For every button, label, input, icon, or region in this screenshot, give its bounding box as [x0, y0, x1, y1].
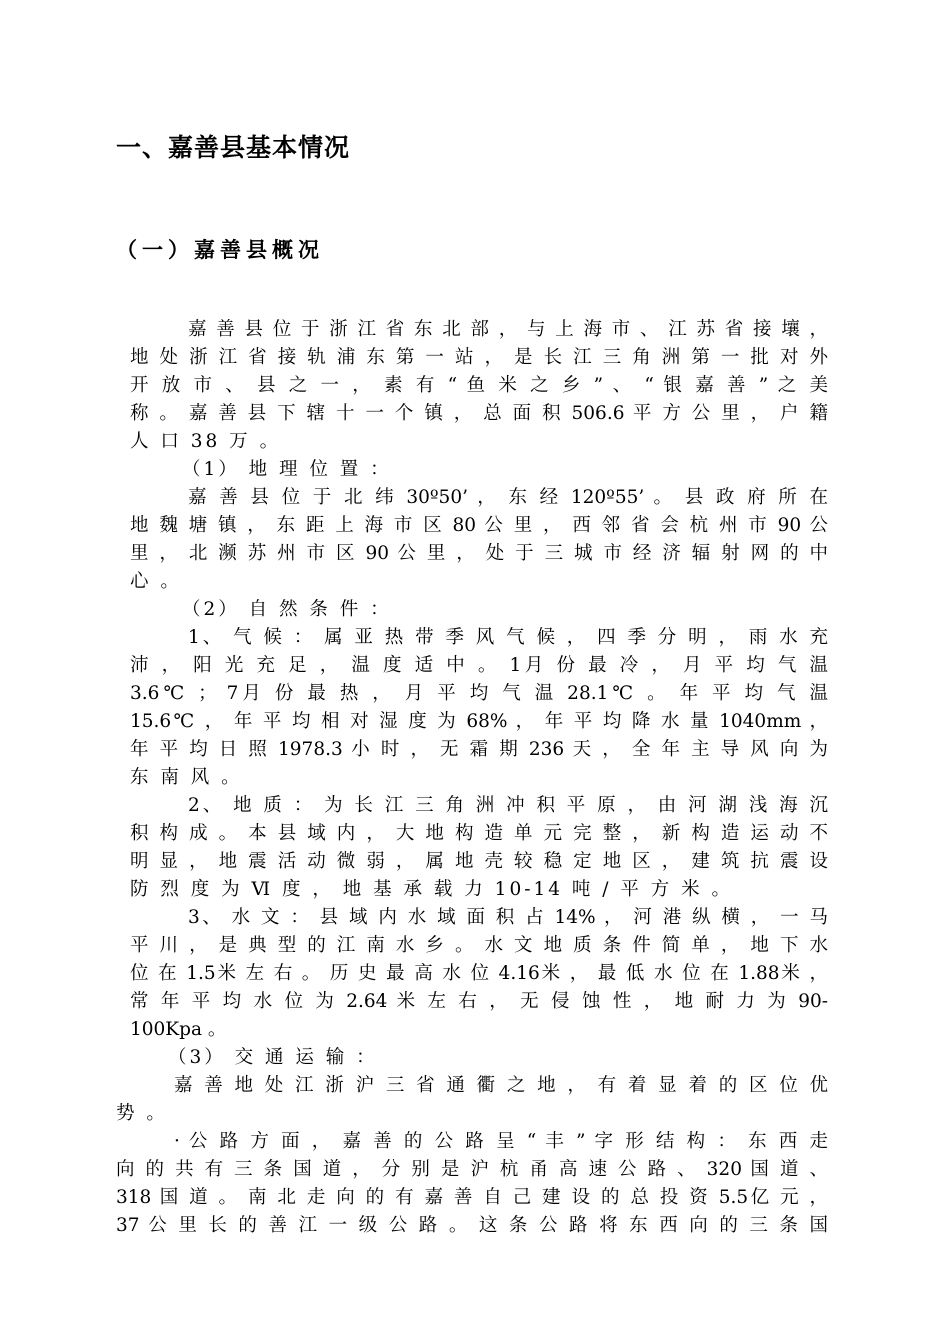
paragraph-line: 东 南 风 。 [130, 767, 243, 788]
paragraph-line: 嘉 善 县 位 于 浙 江 省 东 北 部 ， 与 上 海 市 、 江 苏 省 接 壤 ， [188, 319, 828, 340]
paragraph-line: · 公 路 方 面 ， 嘉 善 的 公 路 呈 “ 丰 ” 字 形 结 构 ： 东 西 走 [174, 1131, 828, 1152]
section-heading: 一、嘉善县基本情况 [116, 133, 351, 162]
paragraph-line: 318 国 道 。 南 北 走 向 的 有 嘉 善 自 己 建 设 的 总 投 资 5.5亿 元 ， [116, 1187, 828, 1208]
paragraph-line: 明 显 ， 地 震 活 动 微 弱 ， 属 地 壳 较 稳 定 地 区 ， 建 筑 抗 震 设 [130, 851, 828, 872]
item-heading: （1） 地 理 位 置 ： [182, 459, 392, 480]
paragraph-line: 地 处 浙 江 省 接 轨 浦 东 第 一 站 ， 是 长 江 三 角 洲 第 一 批 对 外 [130, 347, 828, 368]
paragraph-line: 常 年 平 均 水 位 为 2.64 米 左 右 ， 无 侵 蚀 性 ， 地 耐 力 为 90- [130, 991, 828, 1012]
paragraph-line: 平 川 ， 是 典 型 的 江 南 水 乡 。 水 文 地 质 条 件 简 单 ， 地 下 水 [130, 935, 828, 956]
item-heading: （2） 自 然 条 件 ： [182, 599, 392, 620]
paragraph-line: 37 公 里 长 的 善 江 一 级 公 路 。 这 条 公 路 将 东 西 向 的 三 条 国 [116, 1215, 828, 1236]
paragraph-line: 称 。 嘉 善 县 下 辖 十 一 个 镇 ， 总 面 积 506.6 平 方 公 里 ， 户 籍 [130, 403, 828, 424]
paragraph-line: 开 放 市 、 县 之 一 ， 素 有 “ 鱼 米 之 乡 ” 、 “ 银 嘉 善 ” 之 美 [130, 375, 828, 396]
paragraph-line: 3.6℃ ； 7月 份 最 热 ， 月 平 均 气 温 28.1℃ 。 年 平 均 气 温 [130, 683, 828, 704]
paragraph-line: 3、 水 文 ： 县 域 内 水 域 面 积 占 14% ， 河 港 纵 横 ， 一 马 [188, 907, 828, 928]
paragraph-line: 积 构 成 。 本 县 域 内 ， 大 地 构 造 单 元 完 整 ， 新 构 造 运 动 不 [130, 823, 828, 844]
paragraph-line: 位 在 1.5米 左 右 。 历 史 最 高 水 位 4.16米 ， 最 低 水 位 在 1.88米 ， [130, 963, 828, 984]
paragraph-line: 势 。 [116, 1103, 168, 1124]
paragraph-line: 心 。 [130, 571, 182, 592]
paragraph-line: 15.6℃ ， 年 平 均 相 对 湿 度 为 68% ， 年 平 均 降 水 量 1040mm ， [130, 711, 828, 732]
paragraph-line: 嘉 善 地 处 江 浙 沪 三 省 通 衢 之 地 ， 有 着 显 着 的 区 位 优 [174, 1075, 828, 1096]
paragraph-line: 里 ， 北 濒 苏 州 市 区 90 公 里 ， 处 于 三 城 市 经 济 辐 射 网 的 中 [130, 543, 829, 564]
paragraph-line: 防 烈 度 为 Ⅵ 度 ， 地 基 承 载 力 10-14 吨 / 平 方 米 。 [130, 879, 734, 900]
paragraph-line: 1、 气 候 ： 属 亚 热 带 季 风 气 候 ， 四 季 分 明 ， 雨 水 充 [188, 627, 828, 648]
paragraph-line: 人 口 38 万 。 [130, 431, 282, 452]
paragraph-line: 年 平 均 日 照 1978.3 小 时 ， 无 霜 期 236 天 ， 全 年 主 导 风 向 为 [130, 739, 828, 760]
subsection-heading: （一）嘉善县概况 [116, 238, 324, 262]
paragraph-line: 100Kpa 。 [130, 1019, 227, 1040]
item-heading: （3） 交 通 运 输 ： [168, 1047, 378, 1068]
paragraph-line: 向 的 共 有 三 条 国 道 ， 分 别 是 沪 杭 甬 高 速 公 路 、 320 国 道 、 [116, 1159, 828, 1180]
paragraph-line: 地 魏 塘 镇 ， 东 距 上 海 市 区 80 公 里 ， 西 邻 省 会 杭 州 市 90 公 [130, 515, 828, 536]
paragraph-line: 嘉 善 县 位 于 北 纬 30º50’ ， 东 经 120º55’ 。 县 政 府 所 在 [188, 487, 828, 508]
paragraph-line: 沛 ， 阳 光 充 足 ， 温 度 适 中 。 1月 份 最 冷 ， 月 平 均 气 温 [130, 655, 828, 676]
paragraph-line: 2、 地 质 ： 为 长 江 三 角 洲 冲 积 平 原 ， 由 河 湖 浅 海 沉 [188, 795, 828, 816]
